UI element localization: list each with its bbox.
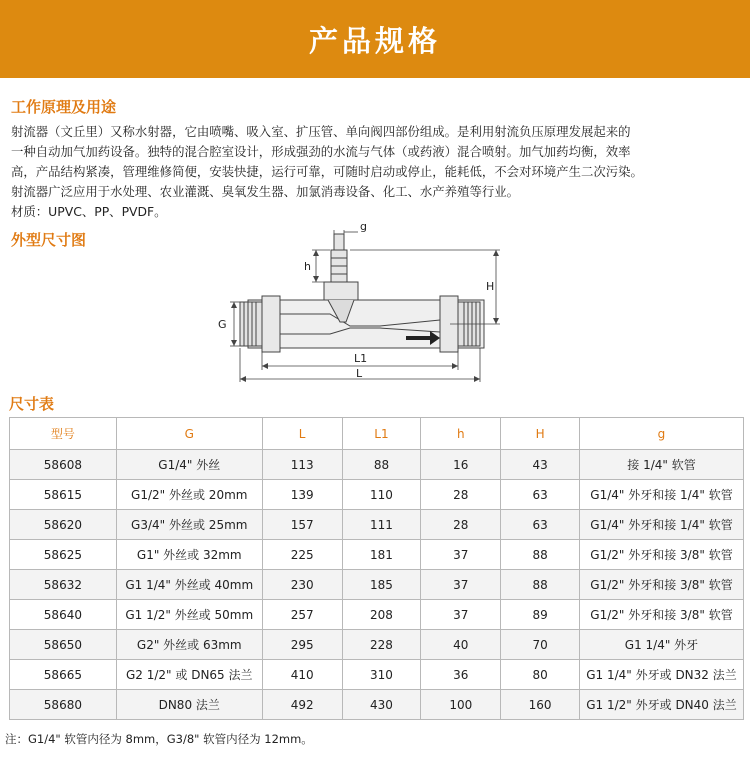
table-row xyxy=(10,450,744,480)
table-cell: 70 xyxy=(501,630,580,660)
drawing-heading: 外型尺寸图 xyxy=(11,231,87,249)
table-cell: 113 xyxy=(262,450,342,480)
table-cell: 181 xyxy=(342,540,421,570)
table-cell: G2" 外丝或 63mm xyxy=(116,630,262,660)
table-cell: 228 xyxy=(342,630,421,660)
page-title: 产品规格 xyxy=(308,23,441,58)
table-cell: 139 xyxy=(262,480,342,510)
principle-line: 高，产品结构紧凑，管理维修简便，安装快捷，运行可靠，可随时启动或停止，能耗低，不会对环境产生二次污染。 xyxy=(11,164,643,179)
column-header: h xyxy=(421,418,501,450)
principle-line: 一种自动加气加药设备。独特的混合腔室设计，形成强劲的水流与气体（或药液）混合喷射。加气加药均衡，效率 xyxy=(11,144,631,159)
label-g: g xyxy=(360,222,367,233)
table-cell: 40 xyxy=(421,630,501,660)
table-cell: 28 xyxy=(421,510,501,540)
table-row xyxy=(10,600,744,630)
table-cell: 257 xyxy=(262,600,342,630)
table-cell: G1/2" 外牙和接 3/8" 软管 xyxy=(579,540,743,570)
table-cell: 63 xyxy=(501,480,580,510)
table-cell: 430 xyxy=(342,690,421,720)
label-H: H xyxy=(486,280,495,293)
table-row xyxy=(10,660,744,690)
table-cell: 58680 xyxy=(10,690,117,720)
dimension-drawing xyxy=(200,222,520,390)
table-cell: 80 xyxy=(501,660,580,690)
table-cell: 58632 xyxy=(10,570,117,600)
label-h: h xyxy=(304,260,311,273)
table-cell: 88 xyxy=(342,450,421,480)
label-G: G xyxy=(218,318,227,331)
table-cell: 110 xyxy=(342,480,421,510)
table-cell: 208 xyxy=(342,600,421,630)
table-cell: G1 1/2" 外牙或 DN40 法兰 xyxy=(579,690,743,720)
title-banner xyxy=(0,0,750,78)
table-cell: 58615 xyxy=(10,480,117,510)
table-cell: 185 xyxy=(342,570,421,600)
table-cell: 58625 xyxy=(10,540,117,570)
principle-line: 射流器（文丘里）又称水射器，它由喷嘴、吸入室、扩压管、单向阀四部份组成。是利用射流负压原理发展起来的 xyxy=(11,124,631,139)
table-row xyxy=(10,540,744,570)
label-L1: L1 xyxy=(354,352,368,365)
table-cell: 100 xyxy=(421,690,501,720)
table-cell: G2 1/2" 或 DN65 法兰 xyxy=(116,660,262,690)
table-cell: 58650 xyxy=(10,630,117,660)
table-cell: 63 xyxy=(501,510,580,540)
table-cell: G1/4" 外牙和接 1/4" 软管 xyxy=(579,510,743,540)
table-row xyxy=(10,510,744,540)
column-header: L xyxy=(262,418,342,450)
table-cell: G3/4" 外丝或 25mm xyxy=(116,510,262,540)
table-cell: G1/4" 外牙和接 1/4" 软管 xyxy=(579,480,743,510)
table-cell: 37 xyxy=(421,600,501,630)
table-cell: 160 xyxy=(501,690,580,720)
table-cell: G1 1/4" 外牙 xyxy=(579,630,743,660)
table-cell: G1/4" 外丝 xyxy=(116,450,262,480)
table-header-row xyxy=(10,418,744,450)
table-cell: 492 xyxy=(262,690,342,720)
column-header: L1 xyxy=(342,418,421,450)
table-cell: 58665 xyxy=(10,660,117,690)
table-cell: 225 xyxy=(262,540,342,570)
table-row xyxy=(10,630,744,660)
table-cell: 43 xyxy=(501,450,580,480)
table-cell: G1/2" 外牙和接 3/8" 软管 xyxy=(579,600,743,630)
table-cell: 16 xyxy=(421,450,501,480)
table-row xyxy=(10,570,744,600)
table-cell: G1 1/2" 外丝或 50mm xyxy=(116,600,262,630)
column-header: 型号 xyxy=(10,418,117,450)
principle-line: 材质：UPVC、PP、PVDF。 xyxy=(11,204,167,219)
table-cell: G1 1/4" 外牙或 DN32 法兰 xyxy=(579,660,743,690)
table-cell: 88 xyxy=(501,570,580,600)
size-table xyxy=(9,417,744,720)
size-table-heading: 尺寸表 xyxy=(9,395,55,413)
table-cell: G1/2" 外丝或 20mm xyxy=(116,480,262,510)
table-cell: 88 xyxy=(501,540,580,570)
table-cell: 230 xyxy=(262,570,342,600)
table-cell: G1" 外丝或 32mm xyxy=(116,540,262,570)
table-cell: G1/2" 外牙和接 3/8" 软管 xyxy=(579,570,743,600)
table-cell: 58640 xyxy=(10,600,117,630)
footnote: 注：G1/4" 软管内径为 8mm，G3/8" 软管内径为 12mm。 xyxy=(5,732,313,746)
table-cell: 36 xyxy=(421,660,501,690)
table-cell: 111 xyxy=(342,510,421,540)
table-cell: G1 1/4" 外丝或 40mm xyxy=(116,570,262,600)
column-header: H xyxy=(501,418,580,450)
column-header: g xyxy=(579,418,743,450)
table-cell: DN80 法兰 xyxy=(116,690,262,720)
column-header: G xyxy=(116,418,262,450)
principle-heading: 工作原理及用途 xyxy=(11,98,117,116)
table-cell: 37 xyxy=(421,570,501,600)
table-cell: 58608 xyxy=(10,450,117,480)
table-cell: 295 xyxy=(262,630,342,660)
table-cell: 接 1/4" 软管 xyxy=(579,450,743,480)
table-cell: 157 xyxy=(262,510,342,540)
principle-text xyxy=(11,122,743,222)
table-row xyxy=(10,690,744,720)
table-cell: 89 xyxy=(501,600,580,630)
table-cell: 28 xyxy=(421,480,501,510)
table-cell: 410 xyxy=(262,660,342,690)
table-cell: 310 xyxy=(342,660,421,690)
table-cell: 37 xyxy=(421,540,501,570)
table-row xyxy=(10,480,744,510)
principle-line: 射流器广泛应用于水处理、农业灌溉、臭氧发生器、加氯消毒设备、化工、水产养殖等行业。 xyxy=(11,184,520,199)
label-L: L xyxy=(356,367,363,380)
table-cell: 58620 xyxy=(10,510,117,540)
